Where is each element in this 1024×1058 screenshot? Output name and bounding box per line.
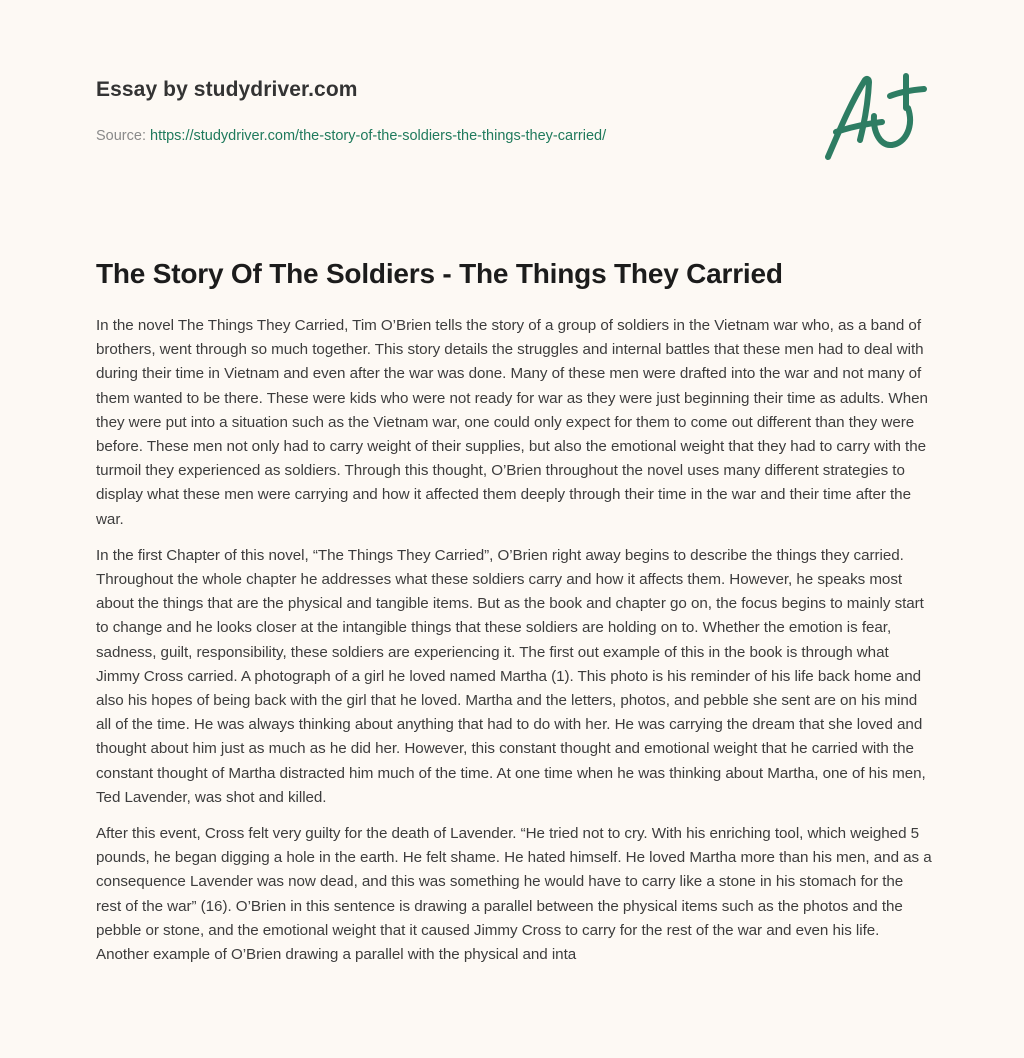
essay-title: The Story Of The Soldiers - The Things They Carried — [96, 258, 783, 289]
essay-article — [96, 254, 932, 979]
essay-paragraph: In the first Chapter of this novel, “The Things They Carried”, O’Brien right away begins to describe the things they carried. Throughout the whole chapter he addresses what these soldiers carry and how it affects them. However, he speaks most about the things that are the physical and tangible items. But as the book and chapter go on, the focus begins to mainly start to change and he looks closer at the intangible things that these soldiers are holding on to. Whether the emotion is fear, sadness, guilt, responsibility, these soldiers are experiencing it. The first out example of this in the book is through what Jimmy Cross carried. A photograph of a girl he loved named Martha (1). This photo is his reminder of his life back home and also his hopes of being back with the girl that he loved. Martha and the letters, photos, and pebble she sent are on his mind all of the time. He was always thinking about anything that had to do with her. He was carrying the dream that she loved and thought about him just as much as he did her. However, this constant thought and emotional weight that he carried with the constant thought of Martha distracted him much of the time. At one time when he was thinking about Martha, one of his men, Ted Lavender, was shot and killed. — [96, 546, 926, 806]
source-label: Source: — [96, 128, 150, 144]
source-line — [96, 126, 796, 146]
essay-header — [96, 76, 796, 146]
site-title: Essay by studydriver.com — [96, 78, 358, 101]
a-plus-grade-icon — [820, 66, 930, 166]
essay-paragraph: After this event, Cross felt very guilty for the death of Lavender. “He tried not to cry. With his enriching tool, which weighed 5 pounds, he began digging a hole in the earth. He felt shame. He hated himself. He loved Martha more than his men, and as a consequence Lavender was now dead, and this was something he would have to carry like a stone in his stomach for the rest of the war” (16). O’Brien in this sentence is drawing a parallel between the physical items such as the photos and the pebble or stone, and the emotional weight that it caused Jimmy Cross to carry for the rest of the war and even his life. Another example of O’Brien drawing a parallel with the physical and inta — [96, 825, 932, 964]
source-link[interactable]: https://studydriver.com/the-story-of-the-soldiers-the-things-they-carried/ — [150, 128, 607, 144]
essay-paragraph: In the novel The Things They Carried, Tim O’Brien tells the story of a group of soldiers in the Vietnam war who, as a band of brothers, went through so much together. This story details the struggles and internal battles that these men had to deal with during their time in Vietnam and even after the war was done. Many of these men were drafted into the war and not many of them wanted to be there. These were kids who were not ready for war as they were just beginning their time as adults. When they were put into a situation such as the Vietnam war, one could only expect for them to come out different than they were before. These men not only had to carry weight of their supplies, but also the emotional weight that they had to carry with the turmoil they experienced as soldiers. Through this thought, O’Brien throughout the novel uses many different strategies to display what these men were carrying and how it affected them deeply through their time in the war and their time after the war. — [96, 317, 928, 528]
